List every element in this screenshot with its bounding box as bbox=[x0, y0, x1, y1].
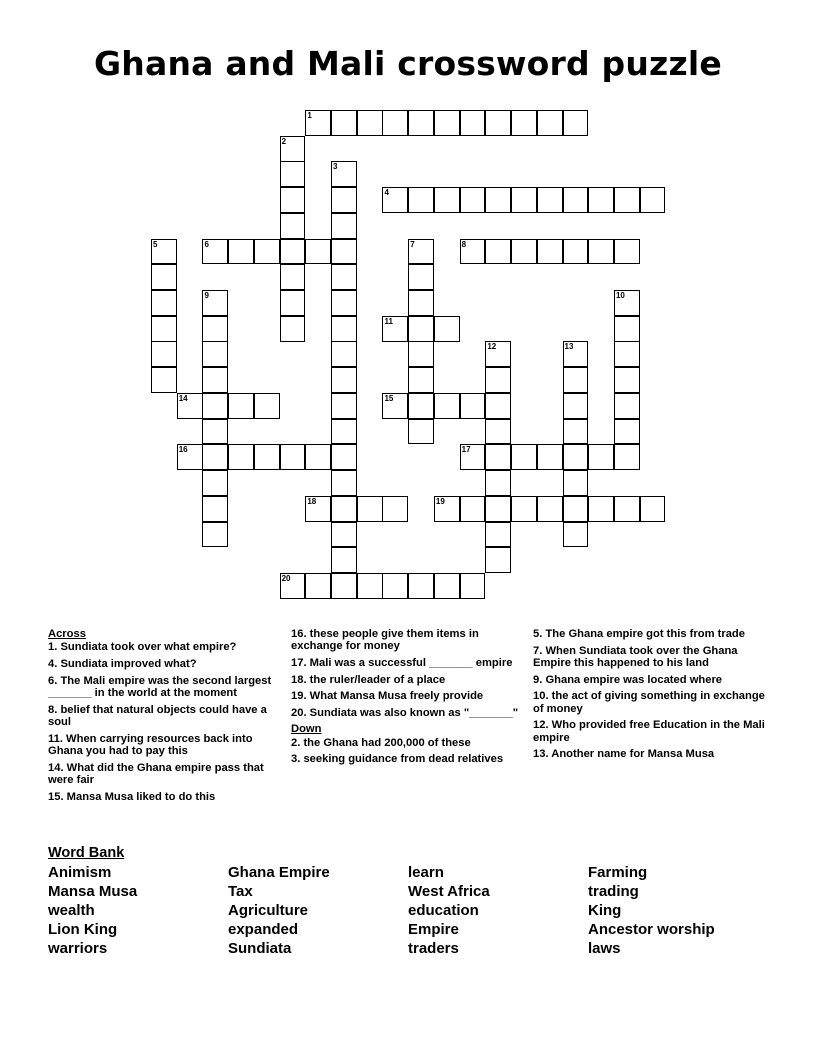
grid-cell[interactable] bbox=[485, 341, 511, 367]
grid-cell[interactable] bbox=[485, 393, 511, 419]
word-bank-item: Sundiata bbox=[228, 940, 292, 957]
grid-cell[interactable] bbox=[485, 547, 511, 573]
grid-cell[interactable] bbox=[280, 444, 306, 470]
grid-cell[interactable] bbox=[563, 470, 589, 496]
grid-cell[interactable] bbox=[563, 110, 589, 136]
clues-column-2 bbox=[291, 628, 523, 770]
grid-cell[interactable] bbox=[254, 444, 280, 470]
grid-cell[interactable] bbox=[331, 444, 357, 470]
grid-cell[interactable] bbox=[485, 419, 511, 445]
grid-cell[interactable] bbox=[614, 419, 640, 445]
clue-number: 2 bbox=[281, 136, 287, 146]
grid-cell[interactable] bbox=[280, 290, 306, 316]
clue-number: 20 bbox=[281, 573, 291, 583]
word-bank-item: Animism bbox=[48, 864, 112, 881]
clue-down-3: 3. seeking guidance from dead relatives bbox=[291, 753, 504, 766]
grid-cell[interactable] bbox=[331, 161, 357, 187]
grid-cell[interactable] bbox=[511, 110, 537, 136]
clue-across-20: 20. Sundiata was also known as "_______" bbox=[291, 706, 519, 719]
grid-cell[interactable] bbox=[177, 444, 203, 470]
clue-number: 18 bbox=[307, 496, 317, 506]
clue-down-2: 2. the Ghana had 200,000 of these bbox=[291, 736, 471, 749]
grid-cell[interactable] bbox=[331, 547, 357, 573]
grid-cell[interactable] bbox=[485, 239, 511, 265]
grid-cell[interactable] bbox=[202, 444, 228, 470]
grid-cell[interactable] bbox=[434, 316, 460, 342]
grid-cell[interactable] bbox=[563, 444, 589, 470]
grid-cell[interactable] bbox=[382, 187, 408, 213]
grid-cell[interactable] bbox=[331, 239, 357, 265]
clue-across-16: 16. these people give them items in exchange for money bbox=[291, 628, 479, 653]
grid-cell[interactable] bbox=[280, 316, 306, 342]
word-bank-item: Lion King bbox=[48, 921, 118, 938]
grid-cell[interactable] bbox=[357, 496, 383, 522]
clues-column-3 bbox=[533, 628, 765, 765]
grid-cell[interactable] bbox=[382, 573, 408, 599]
grid-cell[interactable] bbox=[305, 239, 331, 265]
grid-cell[interactable] bbox=[614, 290, 640, 316]
grid-cell[interactable] bbox=[331, 393, 357, 419]
grid-cell[interactable] bbox=[331, 573, 357, 599]
clue-number: 3 bbox=[333, 162, 338, 172]
grid-cell[interactable] bbox=[588, 187, 614, 213]
grid-cell[interactable] bbox=[331, 522, 357, 548]
grid-cell[interactable] bbox=[614, 187, 640, 213]
clue-across-8: 8. belief that natural objects could have a soul bbox=[48, 703, 267, 728]
grid-cell[interactable] bbox=[485, 110, 511, 136]
grid-cell[interactable] bbox=[202, 316, 228, 342]
clue-down-7: 7. When Sundiata took over the Ghana Empire this happened to his land bbox=[533, 644, 738, 669]
grid-cell[interactable] bbox=[202, 341, 228, 367]
grid-cell[interactable] bbox=[434, 187, 460, 213]
grid-cell[interactable] bbox=[563, 496, 589, 522]
grid-cell[interactable] bbox=[588, 496, 614, 522]
grid-cell[interactable] bbox=[614, 393, 640, 419]
grid-cell[interactable] bbox=[280, 573, 306, 599]
grid-cell[interactable] bbox=[563, 419, 589, 445]
grid-cell[interactable] bbox=[280, 136, 306, 162]
clue-number: 12 bbox=[487, 342, 497, 352]
grid-cell[interactable] bbox=[305, 496, 331, 522]
clue-number: 6 bbox=[204, 239, 209, 249]
grid-cell[interactable] bbox=[485, 444, 511, 470]
clue-number: 16 bbox=[178, 445, 188, 455]
word-bank-item: West Africa bbox=[408, 883, 490, 900]
grid-cell[interactable] bbox=[331, 290, 357, 316]
grid-cell[interactable] bbox=[357, 573, 383, 599]
grid-cell[interactable] bbox=[511, 187, 537, 213]
grid-cell[interactable] bbox=[640, 496, 666, 522]
grid-cell[interactable] bbox=[228, 393, 254, 419]
grid-cell[interactable] bbox=[331, 470, 357, 496]
clue-number: 10 bbox=[615, 291, 625, 301]
word-bank-item: Ancestor worship bbox=[588, 921, 715, 938]
grid-cell[interactable] bbox=[563, 393, 589, 419]
grid-cell[interactable] bbox=[202, 470, 228, 496]
grid-cell[interactable] bbox=[511, 444, 537, 470]
grid-cell[interactable] bbox=[331, 367, 357, 393]
grid-cell[interactable] bbox=[537, 496, 563, 522]
clue-down-13: 13. Another name for Mansa Musa bbox=[533, 748, 715, 761]
grid-cell[interactable] bbox=[460, 496, 486, 522]
clue-down-5: 5. The Ghana empire got this from trade bbox=[533, 628, 745, 640]
clue-number: 5 bbox=[153, 239, 158, 249]
grid-cell[interactable] bbox=[563, 187, 589, 213]
clue-down-12: 12. Who provided free Education in the Mali empire bbox=[533, 719, 765, 744]
grid-cell[interactable] bbox=[563, 367, 589, 393]
grid-cell[interactable] bbox=[331, 110, 357, 136]
grid-cell[interactable] bbox=[408, 341, 434, 367]
grid-cell[interactable] bbox=[588, 239, 614, 265]
word-bank-item: Mansa Musa bbox=[48, 883, 138, 900]
clue-across-15: 15. Mansa Musa liked to do this bbox=[48, 790, 216, 803]
grid-cell[interactable] bbox=[151, 367, 177, 393]
grid-cell[interactable] bbox=[331, 341, 357, 367]
clue-number: 1 bbox=[307, 111, 312, 120]
grid-cell[interactable] bbox=[202, 419, 228, 445]
word-bank-item: trading bbox=[588, 883, 639, 900]
grid-cell[interactable] bbox=[485, 187, 511, 213]
grid-cell[interactable] bbox=[202, 393, 228, 419]
page-title: Ghana and Mali crossword puzzle bbox=[94, 44, 722, 83]
word-bank-item: Agriculture bbox=[228, 902, 309, 919]
grid-cell[interactable] bbox=[563, 341, 589, 367]
word-bank-item: wealth bbox=[48, 902, 95, 919]
grid-cell[interactable] bbox=[382, 316, 408, 342]
grid-cell[interactable] bbox=[408, 367, 434, 393]
grid-cell[interactable] bbox=[202, 239, 228, 265]
clue-down-9: 9. Ghana empire was located where bbox=[533, 673, 723, 686]
grid-cell[interactable] bbox=[511, 496, 537, 522]
grid-cell[interactable] bbox=[614, 341, 640, 367]
grid-cell[interactable] bbox=[408, 187, 434, 213]
grid-cell[interactable] bbox=[254, 393, 280, 419]
clue-across-14: 14. What did the Ghana empire pass that were fair bbox=[48, 761, 264, 786]
grid-cell[interactable] bbox=[280, 264, 306, 290]
clue-across-19: 19. What Mansa Musa freely provide bbox=[291, 690, 484, 703]
grid-cell[interactable] bbox=[614, 444, 640, 470]
word-bank-item: education bbox=[408, 902, 479, 919]
grid-cell[interactable] bbox=[408, 419, 434, 445]
grid-cell[interactable] bbox=[151, 341, 177, 367]
word-bank-item: laws bbox=[588, 940, 621, 957]
clue-number: 9 bbox=[204, 291, 209, 301]
clues-column-1 bbox=[48, 628, 280, 807]
clue-number: 13 bbox=[564, 342, 574, 352]
grid-cell[interactable] bbox=[382, 110, 408, 136]
grid-cell[interactable] bbox=[151, 264, 177, 290]
grid-cell[interactable] bbox=[537, 110, 563, 136]
grid-cell[interactable] bbox=[460, 110, 486, 136]
word-bank-item: Farming bbox=[588, 864, 648, 881]
grid-cell[interactable] bbox=[563, 522, 589, 548]
word-bank-heading: Word Bank bbox=[48, 845, 125, 861]
clue-across-4: 4. Sundiata improved what? bbox=[48, 658, 197, 670]
grid-cell[interactable] bbox=[177, 393, 203, 419]
grid-cell[interactable] bbox=[614, 239, 640, 265]
down-heading: Down bbox=[291, 723, 322, 736]
grid-cell[interactable] bbox=[202, 522, 228, 548]
grid-cell[interactable] bbox=[485, 367, 511, 393]
grid-cell[interactable] bbox=[614, 316, 640, 342]
clue-down-10: 10. the act of giving something in exchange of money bbox=[533, 690, 765, 715]
grid-cell[interactable] bbox=[408, 393, 434, 419]
word-bank-column-1 bbox=[48, 863, 228, 958]
grid-cell[interactable] bbox=[331, 419, 357, 445]
grid-cell[interactable] bbox=[537, 187, 563, 213]
across-heading: Across bbox=[48, 628, 86, 640]
clue-number: 17 bbox=[461, 445, 471, 455]
grid-cell[interactable] bbox=[254, 239, 280, 265]
word-bank-column-3 bbox=[408, 863, 588, 958]
grid-cell[interactable] bbox=[408, 316, 434, 342]
grid-cell[interactable] bbox=[202, 367, 228, 393]
grid-cell[interactable] bbox=[408, 290, 434, 316]
grid-cell[interactable] bbox=[563, 239, 589, 265]
grid-cell[interactable] bbox=[280, 161, 306, 187]
clue-number: 8 bbox=[461, 239, 467, 249]
clue-across-11: 11. When carrying resources back into Ghana you had to pay this bbox=[48, 732, 253, 757]
grid-cell[interactable] bbox=[511, 239, 537, 265]
grid-cell[interactable] bbox=[228, 239, 254, 265]
grid-cell[interactable] bbox=[434, 110, 460, 136]
grid-cell[interactable] bbox=[408, 264, 434, 290]
word-bank-item: Ghana Empire bbox=[228, 864, 330, 881]
grid-cell[interactable] bbox=[331, 213, 357, 239]
grid-cell[interactable] bbox=[357, 110, 383, 136]
grid-cell[interactable] bbox=[151, 239, 177, 265]
word-bank-item: warriors bbox=[48, 940, 108, 957]
grid-cell[interactable] bbox=[151, 290, 177, 316]
grid-cell[interactable] bbox=[331, 187, 357, 213]
clue-number: 19 bbox=[435, 496, 445, 506]
clue-number: 15 bbox=[384, 393, 394, 403]
grid-cell[interactable] bbox=[331, 316, 357, 342]
grid-cell[interactable] bbox=[460, 444, 486, 470]
word-bank-column-2 bbox=[228, 863, 408, 958]
grid-cell[interactable] bbox=[434, 496, 460, 522]
word-bank-item: Tax bbox=[228, 883, 253, 900]
word-bank-item: King bbox=[588, 902, 622, 919]
grid-cell[interactable] bbox=[305, 444, 331, 470]
grid-cell[interactable] bbox=[460, 573, 486, 599]
grid-cell[interactable] bbox=[485, 496, 511, 522]
word-bank-item: traders bbox=[408, 940, 459, 957]
grid-cell[interactable] bbox=[537, 239, 563, 265]
grid-cell[interactable] bbox=[460, 239, 486, 265]
grid-cell[interactable] bbox=[614, 367, 640, 393]
word-bank-item: Empire bbox=[408, 921, 459, 938]
grid-cell[interactable] bbox=[280, 213, 306, 239]
clue-number: 14 bbox=[178, 393, 188, 403]
clue-number: 7 bbox=[410, 239, 415, 249]
grid-cell[interactable] bbox=[228, 444, 254, 470]
grid-cell[interactable] bbox=[537, 444, 563, 470]
grid-cell[interactable] bbox=[331, 264, 357, 290]
grid-cell[interactable] bbox=[485, 522, 511, 548]
word-bank-item: learn bbox=[408, 864, 444, 881]
clue-number: 4 bbox=[384, 188, 389, 198]
grid-cell[interactable] bbox=[434, 573, 460, 599]
grid-cell[interactable] bbox=[434, 393, 460, 419]
grid-cell[interactable] bbox=[485, 470, 511, 496]
clue-across-18: 18. the ruler/leader of a place bbox=[291, 673, 446, 686]
grid-cell[interactable] bbox=[382, 496, 408, 522]
clue-across-1: 1. Sundiata took over what empire? bbox=[48, 641, 237, 654]
grid-cell[interactable] bbox=[640, 187, 666, 213]
grid-cell[interactable] bbox=[202, 290, 228, 316]
grid-cell[interactable] bbox=[305, 110, 331, 136]
clue-across-17: 17. Mali was a successful _______ empire bbox=[291, 657, 513, 669]
grid-cell[interactable] bbox=[588, 444, 614, 470]
grid-cell[interactable] bbox=[280, 239, 306, 265]
grid-cell[interactable] bbox=[408, 110, 434, 136]
grid-cell[interactable] bbox=[305, 573, 331, 599]
grid-cell[interactable] bbox=[280, 187, 306, 213]
word-bank-column-4 bbox=[588, 863, 768, 958]
grid-cell[interactable] bbox=[460, 187, 486, 213]
grid-cell[interactable] bbox=[408, 573, 434, 599]
clue-across-6: 6. The Mali empire was the second largest _______ in the world at the moment bbox=[48, 674, 272, 699]
grid-cell[interactable] bbox=[202, 496, 228, 522]
grid-cell[interactable] bbox=[382, 393, 408, 419]
grid-cell[interactable] bbox=[460, 393, 486, 419]
grid-cell[interactable] bbox=[614, 496, 640, 522]
grid-cell[interactable] bbox=[331, 496, 357, 522]
word-bank-item: expanded bbox=[228, 921, 299, 938]
clue-number: 11 bbox=[384, 316, 393, 326]
grid-cell[interactable] bbox=[151, 316, 177, 342]
grid-cell[interactable] bbox=[408, 239, 434, 265]
